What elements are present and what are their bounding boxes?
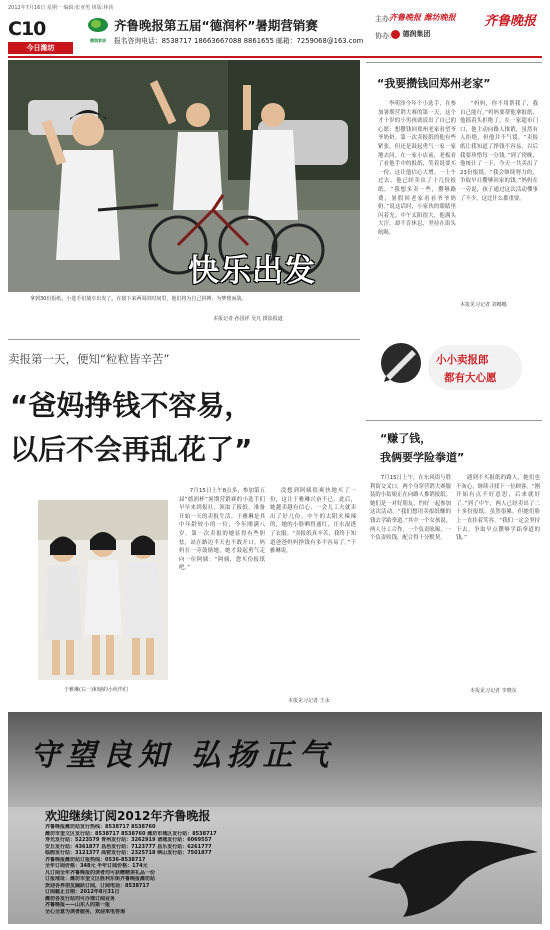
mid-story-kicker: 卖报第一天，便知“粒粒皆辛苦” <box>8 352 170 366</box>
earn-story-rule <box>366 420 542 421</box>
host-label: 主办: <box>375 15 392 23</box>
ad-line: 寿光发行站：5223579 青州发行站：3262919 诸城发行站：6069557 <box>45 837 212 843</box>
mid-story-headline-2: 以后不会再乱花了” <box>10 433 253 466</box>
ad-lines <box>45 824 375 915</box>
right-story-title: “我要攒钱回郑州老家” <box>377 77 491 90</box>
ad-line: 全年订阅价格：348元 半年订阅价格：174元 <box>45 863 148 869</box>
mid-story-col-1: 7月15日上午8点多，参加第五届“德润杯”暑期营销赛的小选手们早早来到报社，领取了报纸，准备开始一天的卖报生活。于雅琳是其中年龄较小的一位，今年刚满八岁。第一次卖报的她显得有些胆怯，站在路边半天也不敢开口。妈妈在一旁鼓励她，她才鼓起勇气走向一位阿姨：“阿姨，您买份报纸吧。” <box>179 488 265 572</box>
ad-line: 欢迎各界朋友踊跃订阅，订阅电话：8538717 <box>45 882 150 889</box>
ad-line: 临朐发行站：3121377 高密发行站：2325718 峡山发行站：7501877 <box>45 850 212 856</box>
mid-story-col-2: 没想到阿姨很爽快地买了一份，这让于雅琳兴奋不已。此后，她越卖越有信心，一会儿工夫就卖出了好几份。中午的太阳火辣辣的，她的小脸晒得通红，汗水湿透了衣服。“卖报纸真辛苦，我终于知道爸爸妈妈挣钱有多不容易了。”于雅琳说。 <box>270 488 356 555</box>
ad-line: 齐鲁晚报潍坊站订报热线：0536-8538717 <box>45 856 146 863</box>
ad-line: 潍坊各发行站均可办理订阅业务 <box>45 895 116 902</box>
ad-line: 安丘发行站：4361877 昌邑发行站：7123777 昌乐发行站：6261777 <box>45 843 212 850</box>
earn-story-byline: 本报见习记者 李晓东 <box>470 688 517 694</box>
ad-line: 订报地址：潍坊市奎文区胜利东街齐鲁晚报潍坊站 <box>45 876 156 882</box>
right-story-col-1: 李明泽今年个小选手，在参加暑期营销大赛的第一天，这个才十岁的小男孩就说出了自己的心愿：想攒钱回郑州老家看望爷爷奶奶。第一次卖报纸的他有些紧张，但还是鼓起勇气一家一家地去问。在一家小店前，老板看了看他手中的报纸，笑着说要买一份，这让他信心大增。一上午过去，他已经卖出了十几份报纸。“我想多卖一些，攒够路费，暑假回老家看看爷爷奶奶。”说这话时，小家伙的眼睛里闪着光。中午太阳很大，他满头大汗，却不肯休息，坚持在街头吆喝。 <box>378 101 456 236</box>
header-rule <box>8 56 542 58</box>
cohost-label: 协办: <box>375 32 392 40</box>
event-contact: 报名咨询电话：8538717 18663667088 8861655 邮箱：725906​8@163.com <box>114 37 364 45</box>
earn-story-col-1: 7月15日上午，在东风街与胜利街交叉口，两个身穿营销大赛服装的小姑娘正在向路人推销报纸。她们是一对好朋友，约好一起参加这次活动。“我们想用卖报纸赚的钱去学跆拳道。”其中一个女孩说。两人分工合作，一个负责吆喝，一个负责收钱，配合得十分默契。 <box>370 475 451 542</box>
right-story-rule <box>366 62 542 63</box>
right-story-byline: 本报见习记者 刘娜娜 <box>460 302 507 308</box>
mid-story-rule <box>8 339 360 340</box>
ad-line: 潍坊市奎文区发行站：8538717 8538760 潍坊市城区发行站：8538717 <box>45 830 217 837</box>
cohost-logo: 德润集团 <box>391 29 430 39</box>
badge-line-2: 都有大心愿 <box>444 372 497 384</box>
ad-line: 齐鲁晚报潍坊站发行热线：8538717 8538760 <box>45 824 156 830</box>
ad-line: 订阅截止日期：2012年8月31日 <box>45 889 120 895</box>
ad-line: 全心全意为读者服务，欢迎来电咨询 <box>45 908 126 915</box>
mid-story-byline: 本报见习记者 王永 <box>288 698 330 704</box>
earn-story-title-1: “赚了钱， <box>380 432 432 445</box>
mid-story-photo <box>38 500 168 680</box>
section-label: 今日潍坊 <box>8 42 73 54</box>
host-logo: 齐鲁晚报 潍坊晚报 <box>389 13 456 22</box>
ad-calligraphy: 守望良知 弘扬正气 <box>30 738 335 773</box>
ad-title: 欢迎继续订阅2012年齐鲁晚报 <box>45 809 211 823</box>
page-meta: 2012年7月16日 星期一 编辑:张亚男 组版:林侠 <box>8 5 114 11</box>
page-number: C10 <box>8 18 46 40</box>
earn-story-col-2: 遇到不买报纸的路人，她们也不灰心，继续寻找下一位顾客。“刚开始有点不好意思，后来就好了。”到了中午，两人已经卖出了二十多份报纸。虽然很累，但她们脸上一直挂着笑容。“我们一定会坚持下去，争取早点攒够学跆拳道的钱。” <box>456 475 540 542</box>
earn-story-title-2: 我俩要学险拳道” <box>380 451 465 464</box>
photo-credit: 本报记者 孙国祥 吴凡 摄影报道 <box>213 316 283 322</box>
mid-photo-caption: 于雅琳(右一)和她的小伙伴们 <box>64 687 128 693</box>
mid-story-headline-1: “爸妈挣钱不容易， <box>10 389 253 422</box>
right-story-col-2: “妈妈，你不用帮我了，我自己能行。”妈妈要帮他拿报纸，他摇着头拒绝了。在一家超市门口，他主动向路人推销，虽然有人拒绝，但他并不气馁。“卖报纸让我知道了挣钱不容易，以后我要珍惜每一分钱。”到了傍晚，他统计了一下，今天一共卖出了23份报纸。“我会继续努力的，争取早日攒够回家的钱。”妈妈在一旁说，孩子通过这次活动懂事了不少，这比什么都重要。 <box>460 101 538 202</box>
ad-line: 齐鲁晚报——山东人的第一报 <box>45 902 111 908</box>
event-title: 齐鲁晚报第五届“德润杯”暑期营销赛 <box>114 18 318 33</box>
ad-line: 凡订阅全年齐鲁晚报的读者均可获赠精美礼品一份 <box>45 869 156 876</box>
brand-logo: 齐鲁晚报 <box>484 14 537 29</box>
pencil-icon <box>378 340 424 386</box>
photo-caption: 拿到30份报纸，小选手们骑车出发了。在接下来两周的时间里，他们将为自己拼搏，为梦想而战。 <box>30 296 247 302</box>
sponsor-logo: 德润家居 <box>86 16 110 44</box>
photo-overlay-title: 快乐出发 <box>188 253 316 289</box>
badge-line-1: 小小卖报郎 <box>436 354 489 366</box>
